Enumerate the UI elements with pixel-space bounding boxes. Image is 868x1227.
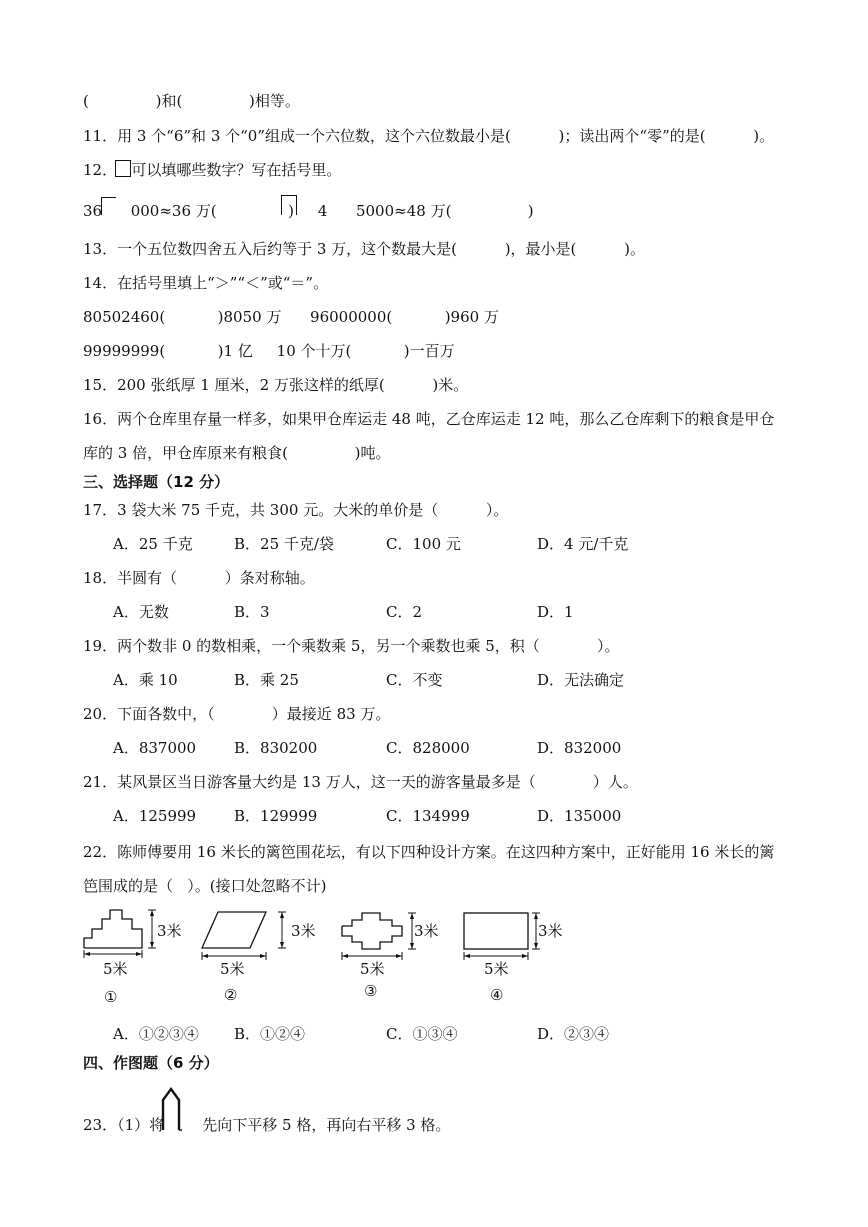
option-b: B．乘 25 xyxy=(234,671,299,689)
pentagon-arrow-icon xyxy=(160,1086,182,1134)
option-d: D．无法确定 xyxy=(537,671,625,689)
option-d: D．135000 xyxy=(537,807,622,825)
figure-number: ① xyxy=(104,988,118,1006)
option-d: D．1 xyxy=(537,603,574,621)
option-c: C．①③④ xyxy=(386,1025,458,1043)
question-16-line1: 16．两个仓库里存量一样多，如果甲仓库运走 48 吨，乙仓库运走 12 吨，那么乙仓库剩下的粮食是甲仓 xyxy=(83,410,775,428)
blank-box-icon xyxy=(101,197,116,215)
question-15: 15．200 张纸厚 1 厘米，2 万张这样的纸厚( )米。 xyxy=(83,376,469,394)
option-a: A．25 千克 xyxy=(113,535,193,553)
section-4-heading: 四、作图题（6 分） xyxy=(83,1054,219,1072)
option-b: B．①②④ xyxy=(234,1025,306,1043)
question-14: 14．在括号里填上“＞”“＜”或“＝”。 xyxy=(83,274,329,292)
question-20: 20．下面各数中，（ ）最接近 83 万。 xyxy=(83,705,391,723)
question-19: 19．两个数非 0 的数相乘，一个乘数乘 5，另一个乘数也乘 5，积（ ）。 xyxy=(83,637,620,655)
option-d: D．832000 xyxy=(537,739,622,757)
option-a: A．①②③④ xyxy=(113,1025,199,1043)
figure-number: ③ xyxy=(364,982,378,1000)
section-3-heading: 三、选择题（12 分） xyxy=(83,473,230,491)
question-22-line1: 22．陈师傅要用 16 米长的篱笆围花坛，有以下四种设计方案。在这四种方案中，正好能用 16 米长的篱 xyxy=(83,843,775,861)
question-16-line2: 库的 3 倍，甲仓库原来有粮食( )吨。 xyxy=(83,444,391,462)
option-d: D．4 元/千克 xyxy=(537,535,629,553)
option-b: B．129999 xyxy=(234,807,318,825)
height-label: 3米 xyxy=(291,922,316,940)
option-a: A．837000 xyxy=(113,739,197,757)
height-label: 3米 xyxy=(157,922,182,940)
option-a: A．乘 10 xyxy=(113,671,178,689)
question-12-items: 36 000≈36 万( ) 4 5000≈48 万( ) xyxy=(83,202,534,220)
q10-continuation: ( )和( )相等。 xyxy=(83,92,300,110)
question-12: 12． 可以填哪些数字？写在括号里。 xyxy=(83,161,342,179)
question-18: 18．半圆有（ ）条对称轴。 xyxy=(83,569,315,587)
option-c: C．134999 xyxy=(386,807,470,825)
figure-3-cross-shape xyxy=(336,904,426,968)
option-c: C．828000 xyxy=(386,739,470,757)
option-a: A．无数 xyxy=(113,603,169,621)
figure-4-rectangle xyxy=(458,904,548,968)
question-11: 11．用 3 个“6”和 3 个“0”组成一个六位数，这个六位数最小是( )；读出两个“零”的是( )。 xyxy=(83,127,775,145)
question-17: 17．3 袋大米 75 千克，共 300 元。大米的单价是（ ）。 xyxy=(83,501,509,519)
figure-number: ④ xyxy=(490,986,504,1004)
question-21: 21．某风景区当日游客量大约是 13 万人，这一天的游客量最多是（ ）人。 xyxy=(83,773,638,791)
question-22-line2: 笆围成的是（ ）。(接口处忽略不计) xyxy=(83,877,327,895)
question-14-row2: 99999999( )1 亿 10 个十万( )一百万 xyxy=(83,342,455,360)
option-b: B．830200 xyxy=(234,739,318,757)
question-23: 23．（1）将 先向下平移 5 格，再向右平移 3 格。 xyxy=(83,1116,451,1134)
figure-2-parallelogram xyxy=(196,904,296,968)
question-14-row1: 80502460( )8050 万 96000000( )960 万 xyxy=(83,308,499,326)
figure-number: ② xyxy=(224,986,238,1004)
option-c: C．不变 xyxy=(386,671,443,689)
height-label: 3米 xyxy=(414,922,439,940)
width-label: 5米 xyxy=(103,960,128,978)
option-b: B．3 xyxy=(234,603,270,621)
option-b: B．25 千克/袋 xyxy=(234,535,334,553)
width-label: 5米 xyxy=(220,960,245,978)
width-label: 5米 xyxy=(360,960,385,978)
blank-box-icon xyxy=(281,195,297,215)
width-label: 5米 xyxy=(484,960,509,978)
option-d: D．②③④ xyxy=(537,1025,610,1043)
option-c: C．2 xyxy=(386,603,423,621)
height-label: 3米 xyxy=(538,922,563,940)
option-a: A．125999 xyxy=(113,807,197,825)
option-c: C．100 元 xyxy=(386,535,461,553)
question-13: 13．一个五位数四舍五入后约等于 3 万，这个数最大是( )，最小是( )。 xyxy=(83,240,645,258)
blank-box-icon xyxy=(115,160,131,177)
